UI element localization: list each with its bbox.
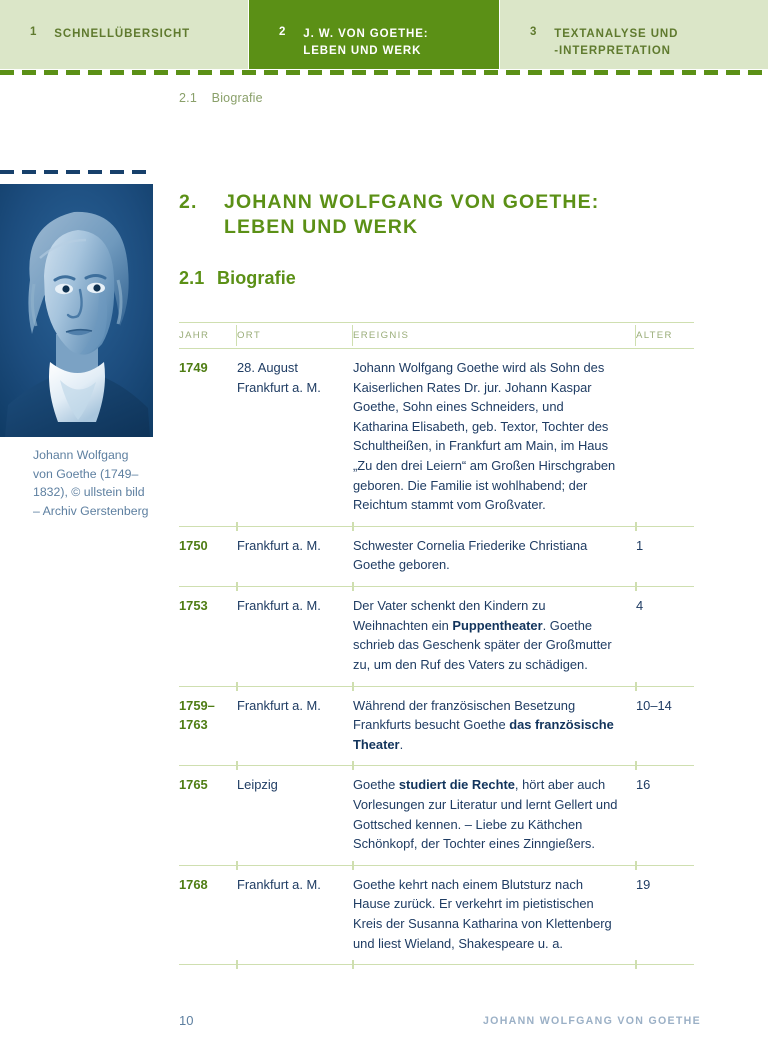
emphasis-text: studiert die Rechte <box>398 777 515 793</box>
cell-ort-text: Leipzig <box>237 777 278 793</box>
column-header-alter-label: ALTER <box>636 330 673 341</box>
cell-ort-text: Frankfurt a. M. <box>237 537 321 553</box>
cell-ort <box>237 865 353 964</box>
cell-alter <box>636 349 694 527</box>
column-header-ereignis-label: EREIGNIS <box>353 330 410 341</box>
cell-jahr-text: 1753 <box>179 598 208 614</box>
cell-ort-text: Frankfurt a. M. <box>237 876 321 892</box>
column-header-ort <box>237 323 353 349</box>
cell-jahr <box>179 766 237 865</box>
running-footer-title: JOHANN WOLFGANG VON GOETHE <box>482 1015 701 1027</box>
tab-schnelluebersicht[interactable] <box>0 0 248 69</box>
emphasis-text: Puppentheater <box>452 617 543 633</box>
cell-ereignis <box>353 865 636 964</box>
tab-number: 3 <box>530 26 538 38</box>
chapter-number: 2. <box>179 191 198 213</box>
breadcrumb <box>179 91 263 105</box>
table-body <box>179 349 694 965</box>
table-row <box>179 766 694 865</box>
page-number: 10 <box>179 1013 194 1028</box>
cell-alter <box>636 686 694 766</box>
table-row <box>179 526 694 586</box>
tab-label-line2: -INTERPRETATION <box>554 44 671 57</box>
table-row <box>179 349 694 527</box>
tab-number: 1 <box>30 26 38 38</box>
tab-label-line1: TEXTANALYSE UND <box>554 28 679 40</box>
tab-goethe-leben-und-werk[interactable] <box>249 0 499 69</box>
cell-jahr-text: 1750 <box>179 537 208 553</box>
column-header-ort-label: ORT <box>237 330 261 341</box>
cell-jahr <box>179 349 237 527</box>
cell-ereignis-text: Goethe kehrt nach einem Blutsturz nach Hause zurück. Er verkehrt im pietistischen Kreis der Susanna Katharina von Klettenberg und liest Wieland, Shakespeare u. a. <box>353 876 612 951</box>
chapter-heading <box>179 190 699 241</box>
cell-jahr-text: 1749 <box>179 360 208 375</box>
cell-ort-text: Frankfurt a. M. <box>237 598 321 614</box>
cell-ereignis-text: Der Vater schenkt den Kindern zu Weihnachten ein Puppentheater. Goethe schrieb das Geschenk später der Großmutter zu, um den Ruf des Vaters zu schädigen. <box>353 598 612 672</box>
table-header <box>179 323 694 349</box>
chapter-title <box>224 190 699 241</box>
table-row <box>179 587 694 686</box>
tab-number: 2 <box>279 26 287 38</box>
cell-ort <box>237 686 353 766</box>
tab-textanalyse-und-interpretation[interactable] <box>500 0 768 69</box>
cell-ereignis <box>353 766 636 865</box>
cell-ort <box>237 766 353 865</box>
cell-alter-text: 19 <box>636 876 651 892</box>
breadcrumb-number: 2.1 <box>179 91 197 105</box>
cell-alter-text: 4 <box>636 598 644 614</box>
tab-label <box>554 26 678 59</box>
cell-jahr-text: 1765 <box>179 777 208 793</box>
goethe-portrait-image <box>0 184 153 437</box>
section-title: Biografie <box>217 268 296 288</box>
tab-label: SCHNELLÜBERSICHT <box>54 28 191 40</box>
section-heading <box>179 268 296 289</box>
cell-ereignis <box>353 349 636 527</box>
breadcrumb-label: Biografie <box>211 91 263 105</box>
cell-alter <box>636 587 694 686</box>
biography-timeline-table <box>179 322 694 965</box>
cell-ort-text: Frankfurt a. M. <box>237 697 321 713</box>
cell-jahr-text: 1759– 1763 <box>179 697 215 733</box>
column-header-alter <box>636 323 694 349</box>
header-dashed-rule <box>0 70 768 75</box>
cell-alter <box>636 766 694 865</box>
table-header-row <box>179 323 694 349</box>
column-header-ereignis <box>353 323 636 349</box>
chapter-title-line2: LEBEN UND WERK <box>224 216 419 239</box>
cell-ereignis <box>353 587 636 686</box>
cell-ort <box>237 587 353 686</box>
cell-jahr <box>179 865 237 964</box>
cell-alter-text: 10–14 <box>636 697 672 713</box>
chapter-title-line1: JOHANN WOLFGANG VON GOETHE: <box>224 191 600 213</box>
tab-label-line1: J. W. VON GOETHE: <box>303 28 429 40</box>
tab-label-line2: LEBEN UND WERK <box>303 44 422 57</box>
emphasis-text: das französische Theater <box>353 717 614 752</box>
chapter-tab-bar <box>0 0 768 69</box>
cell-jahr <box>179 587 237 686</box>
figure-dashed-rule <box>0 170 153 174</box>
figure-caption: Johann Wolfgang von Goethe (1749–1832), © ullstein bild – Archiv Gerstenberg <box>33 448 149 519</box>
cell-alter <box>636 865 694 964</box>
tab-label <box>303 26 428 59</box>
cell-alter <box>636 526 694 586</box>
cell-ereignis <box>353 526 636 586</box>
column-header-jahr <box>179 323 237 349</box>
cell-ereignis-text: Johann Wolfgang Goethe wird als Sohn des Kaiserlichen Rates Dr. jur. Johann Kaspar Goethe, Sohn eines Schneiders, und Katharina Elisabeth, geb. Textor, Tochter des Schultheißen, in Frankfurt am Main, im Haus „Zu den drei Leiern“ am Großen Hirschgraben geboren. Die Familie ist wohlhabend; der Reichtum stammt vom Großvater. <box>353 360 616 513</box>
cell-alter-text: 16 <box>636 777 651 793</box>
table-row <box>179 865 694 964</box>
cell-ereignis <box>353 686 636 766</box>
cell-ereignis-text: Goethe studiert die Rechte, hört aber auch Vorlesungen zur Literatur und lernt Gellert und Gottsched kennen. – Liebe zu Käthchen Schönkopf, der Tochter eines Zinngießers. <box>353 777 618 852</box>
cell-jahr <box>179 526 237 586</box>
column-header-jahr-label: JAHR <box>179 330 210 341</box>
section-number: 2.1 <box>179 268 205 288</box>
table-row <box>179 686 694 766</box>
cell-jahr-text: 1768 <box>179 876 208 892</box>
cell-ort <box>237 349 353 527</box>
cell-ereignis-text: Schwester Cornelia Friederike Christiana Goethe geboren. <box>353 537 588 573</box>
cell-alter-text: 1 <box>636 537 644 553</box>
cell-jahr <box>179 686 237 766</box>
cell-ort-text: 28. August Frankfurt a. M. <box>237 360 321 395</box>
cell-ort <box>237 526 353 586</box>
cell-ereignis-text: Während der französischen Besetzung Frankfurts besucht Goethe das französische Theater. <box>353 697 614 752</box>
